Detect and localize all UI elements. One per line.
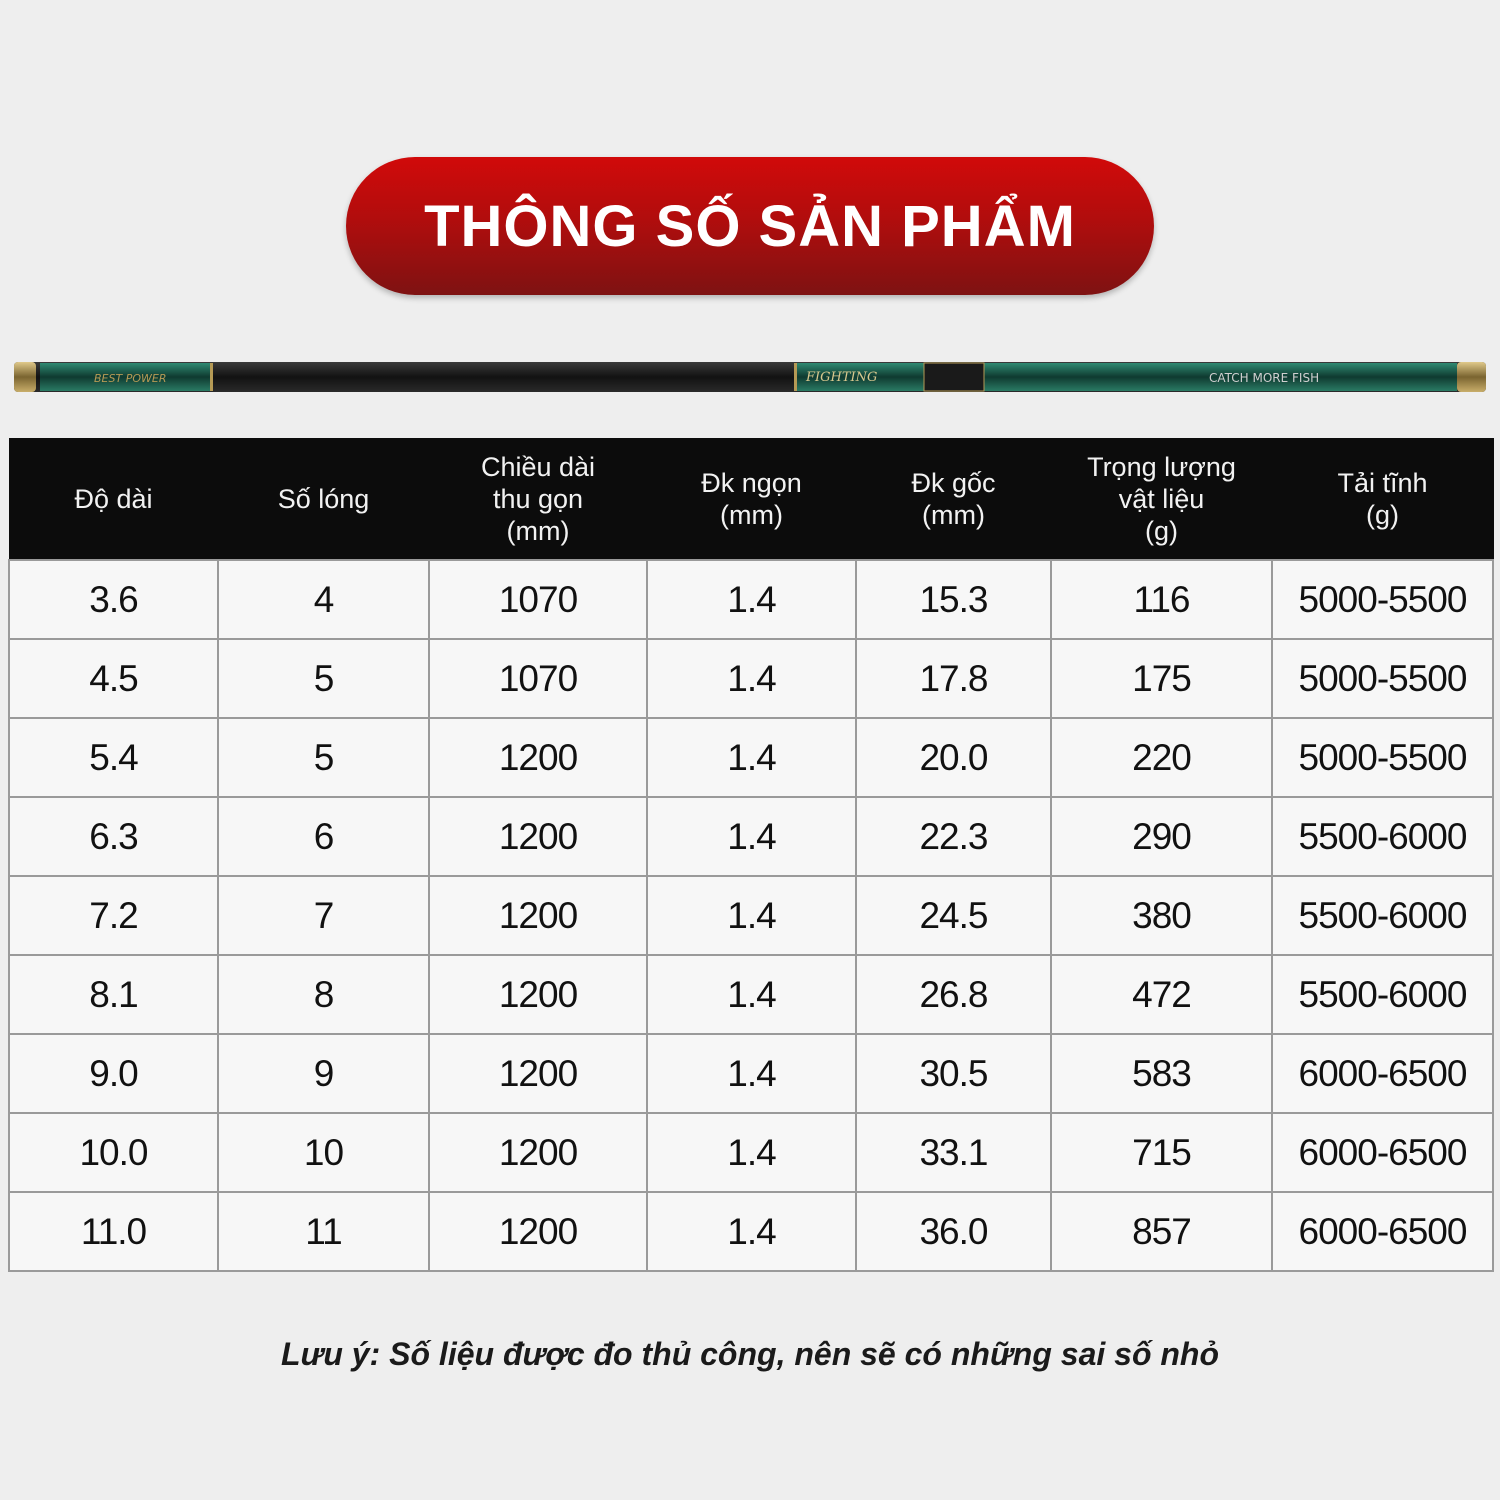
table-cell: 220 xyxy=(1051,718,1272,797)
column-header-line: (mm) xyxy=(506,516,570,546)
column-header-line: thu gọn xyxy=(492,484,584,514)
table-cell: 290 xyxy=(1051,797,1272,876)
table-cell: 24.5 xyxy=(856,876,1051,955)
table-row xyxy=(9,1192,1493,1271)
rod-cap-left xyxy=(14,362,36,392)
table-cell: 1200 xyxy=(429,718,647,797)
table-cell: 11 xyxy=(218,1192,429,1271)
footnote: Lưu ý: Số liệu được đo thủ công, nên sẽ có những sai số nhỏ xyxy=(280,1336,1220,1372)
table-cell: 1.4 xyxy=(647,797,856,876)
column-header-line: (mm) xyxy=(922,500,985,530)
table-cell: 20.0 xyxy=(856,718,1051,797)
table-cell: 116 xyxy=(1051,560,1272,639)
column-header xyxy=(9,439,218,561)
table-row xyxy=(9,718,1493,797)
table-cell: 6 xyxy=(218,797,429,876)
column-header-line: Độ dài xyxy=(74,484,153,514)
table-cell: 7.2 xyxy=(9,876,218,955)
table-cell: 1200 xyxy=(429,876,647,955)
table-cell: 1200 xyxy=(429,955,647,1034)
column-header-line: Đk gốc xyxy=(911,468,996,498)
title-banner xyxy=(346,157,1154,295)
table-cell: 8.1 xyxy=(9,955,218,1034)
table-cell: 1.4 xyxy=(647,955,856,1034)
table-row xyxy=(9,1034,1493,1113)
table-cell: 4 xyxy=(218,560,429,639)
table-cell: 472 xyxy=(1051,955,1272,1034)
table-cell: 175 xyxy=(1051,639,1272,718)
table-cell: 36.0 xyxy=(856,1192,1051,1271)
table-cell: 1.4 xyxy=(647,1034,856,1113)
table-cell: 1200 xyxy=(429,1192,647,1271)
table-cell: 9 xyxy=(218,1034,429,1113)
table-cell: 1070 xyxy=(429,639,647,718)
table-cell: 1200 xyxy=(429,797,647,876)
page-title: THÔNG SỐ SẢN PHẨM xyxy=(424,193,1076,259)
table-row xyxy=(9,955,1493,1034)
table-cell: 10.0 xyxy=(9,1113,218,1192)
table-cell: 8 xyxy=(218,955,429,1034)
table-cell: 1070 xyxy=(429,560,647,639)
column-header xyxy=(647,439,856,561)
table-cell: 1.4 xyxy=(647,718,856,797)
table-row xyxy=(9,560,1493,639)
column-header-line: Số lóng xyxy=(277,484,370,514)
table-cell: 1.4 xyxy=(647,876,856,955)
table-cell: 5000-5500 xyxy=(1272,560,1493,639)
column-header xyxy=(1051,439,1272,561)
rod-grip-right xyxy=(797,363,1457,391)
rod-label-right: CATCH MORE FISH xyxy=(1209,371,1320,385)
column-header-line: (g) xyxy=(1366,500,1399,530)
column-header-line: (mm) xyxy=(720,500,783,530)
table-cell: 17.8 xyxy=(856,639,1051,718)
table-cell: 4.5 xyxy=(9,639,218,718)
table-row xyxy=(9,876,1493,955)
column-header-line: Chiều dài xyxy=(480,452,596,482)
table-cell: 11.0 xyxy=(9,1192,218,1271)
spec-table xyxy=(8,438,1494,1272)
table-cell: 22.3 xyxy=(856,797,1051,876)
column-header-line: Trọng lượng xyxy=(1087,452,1236,482)
table-cell: 1.4 xyxy=(647,1192,856,1271)
table-cell: 1200 xyxy=(429,1034,647,1113)
table-cell: 715 xyxy=(1051,1113,1272,1192)
table-cell: 3.6 xyxy=(9,560,218,639)
table-cell: 5500-6000 xyxy=(1272,955,1493,1034)
table-cell: 1.4 xyxy=(647,560,856,639)
column-header xyxy=(218,439,429,561)
fishing-rod-image xyxy=(14,360,1486,394)
table-cell: 5500-6000 xyxy=(1272,797,1493,876)
column-header xyxy=(429,439,647,561)
column-header xyxy=(856,439,1051,561)
column-header-line: (g) xyxy=(1145,516,1178,546)
table-cell: 5000-5500 xyxy=(1272,639,1493,718)
rod-label-left: BEST POWER xyxy=(94,372,167,385)
table-cell: 1200 xyxy=(429,1113,647,1192)
column-header xyxy=(1272,439,1493,561)
table-cell: 6000-6500 xyxy=(1272,1034,1493,1113)
table-cell: 6000-6500 xyxy=(1272,1192,1493,1271)
rod-label-mid: FIGHTING xyxy=(806,370,878,385)
table-cell: 6000-6500 xyxy=(1272,1113,1493,1192)
table-cell: 15.3 xyxy=(856,560,1051,639)
table-cell: 5 xyxy=(218,718,429,797)
table-cell: 26.8 xyxy=(856,955,1051,1034)
table-cell: 5.4 xyxy=(9,718,218,797)
table-row xyxy=(9,1113,1493,1192)
table-cell: 10 xyxy=(218,1113,429,1192)
table-cell: 583 xyxy=(1051,1034,1272,1113)
table-row xyxy=(9,797,1493,876)
table-cell: 33.1 xyxy=(856,1113,1051,1192)
table-cell: 30.5 xyxy=(856,1034,1051,1113)
table-cell: 1.4 xyxy=(647,1113,856,1192)
table-cell: 5 xyxy=(218,639,429,718)
rod-cap-right xyxy=(1457,362,1486,392)
table-cell: 9.0 xyxy=(9,1034,218,1113)
column-header-line: Tải tĩnh xyxy=(1337,468,1428,498)
column-header-line: vật liệu xyxy=(1118,484,1205,514)
table-cell: 7 xyxy=(218,876,429,955)
table-cell: 1.4 xyxy=(647,639,856,718)
table-cell: 857 xyxy=(1051,1192,1272,1271)
table-cell: 380 xyxy=(1051,876,1272,955)
table-cell: 6.3 xyxy=(9,797,218,876)
table-cell: 5500-6000 xyxy=(1272,876,1493,955)
table-body xyxy=(9,560,1493,1271)
table-header-row xyxy=(9,439,1493,561)
column-header-line: Đk ngọn xyxy=(701,468,802,498)
table-cell: 5000-5500 xyxy=(1272,718,1493,797)
table-row xyxy=(9,639,1493,718)
